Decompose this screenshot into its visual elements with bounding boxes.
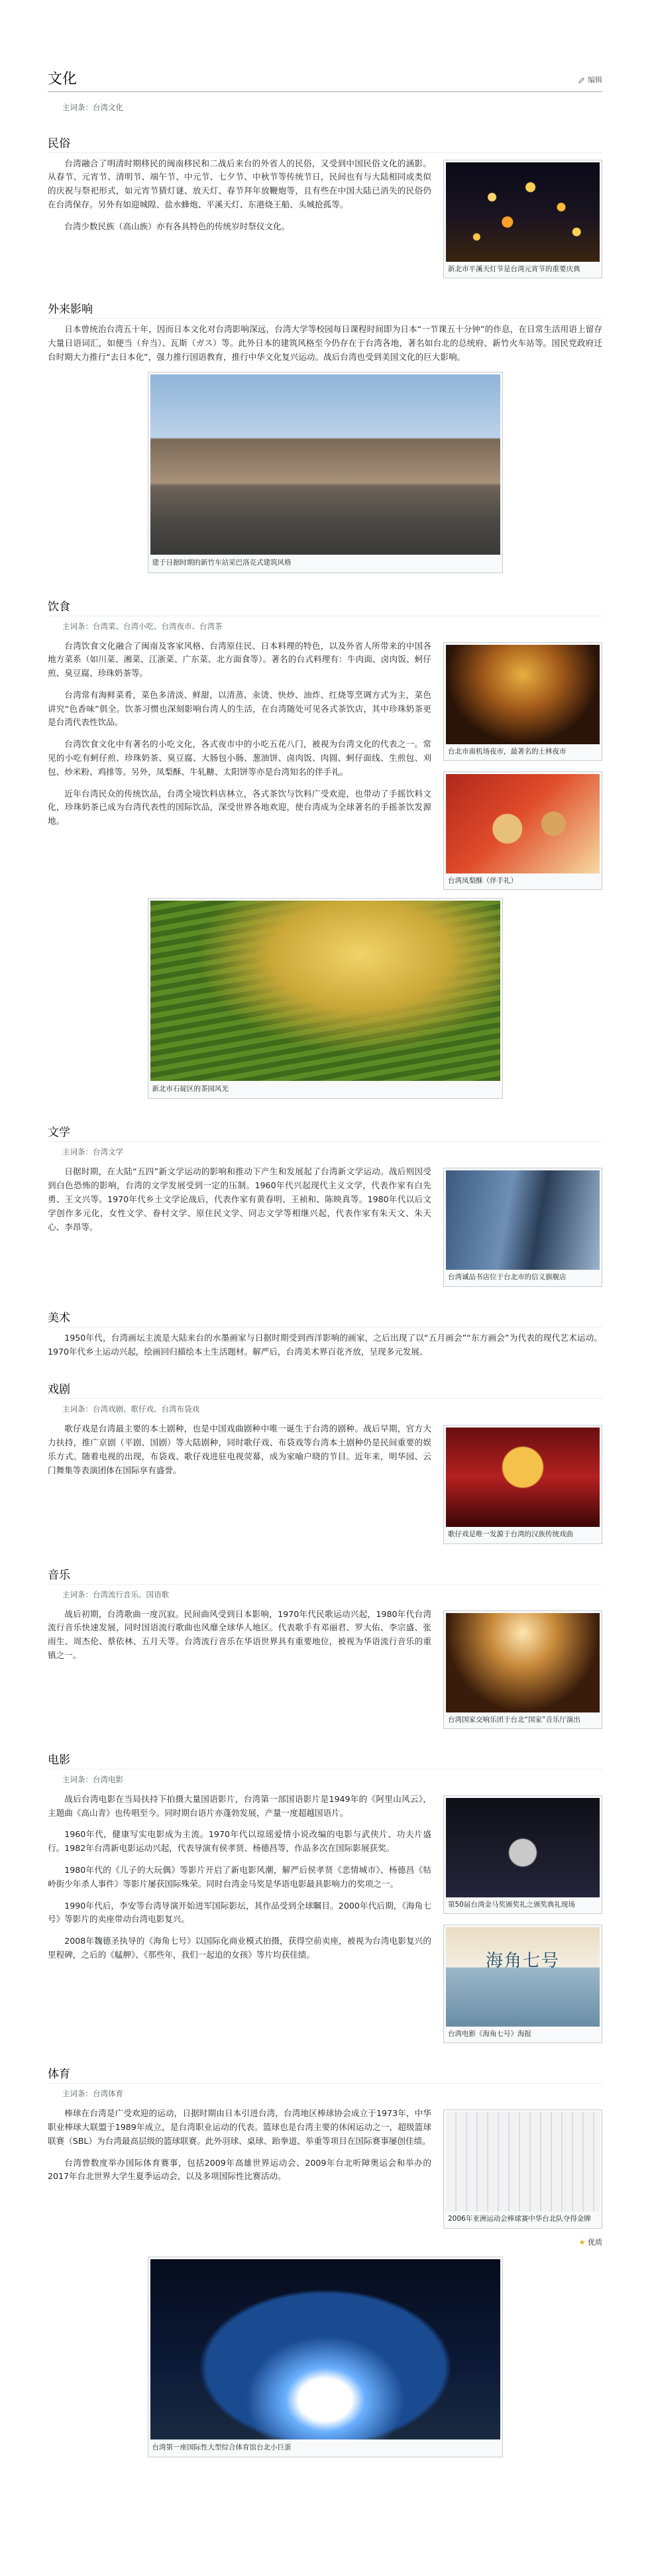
thumb-station[interactable] <box>148 372 503 573</box>
section-folk <box>48 121 602 286</box>
image-concert-hall[interactable] <box>446 1613 600 1712</box>
image-night-market[interactable] <box>446 645 600 744</box>
paragraph: 1980年代的《儿子的大玩偶》等影片开启了新电影风潮，解严后侯孝贤《悲情城市》、杨德昌《牯岭街少年杀人事件》等影片屡获国际殊荣。同时台湾金马奖是华语电影最具影响力的奖项之一。 <box>48 1864 431 1889</box>
paragraph: 2008年魏德圣执导的《海角七号》以国际化商业模式拍摄，获得空前卖座，被视为台湾电影复兴的里程碑，之后的《艋舺》、《那些年，我们一起追的女孩》等片均获佳绩。 <box>48 1936 431 1960</box>
caption-poster: 台湾电影《海角七号》海报 <box>448 2030 531 2039</box>
paragraph: 台湾饮食文化中有著名的小吃文化，各式夜市中的小吃五花八门，被视为台湾文化的代表之一。常见的小吃有蚵仔煎、珍珠奶茶、臭豆腐、大肠包小肠、葱油饼、卤肉饭、肉圆、蚵仔面线、生煎包、刈包、炒米粉、鸡排等。另外，凤梨酥、牛轧糖、太阳饼等亦是台湾知名的伴手礼。 <box>48 739 431 777</box>
section-literature <box>48 1109 602 1294</box>
paragraph: 台湾常有海鲜菜肴，菜色多清淡、鲜甜，以清蒸、汆烫、快炒、油炸、红烧等烹调方式为主，菜色讲究“色香味”俱全。饮茶习惯也深刻影响台湾人的生活，在台湾随处可见各式茶饮店，其中珍珠奶茶更是台湾代表性饮品。 <box>48 689 431 728</box>
caption-station: 建于日据时期的新竹车站采巴洛克式建筑风格 <box>152 559 292 567</box>
caption-opera: 歌仔戏是唯一发源于台湾的汉族传统戏曲 <box>448 1530 573 1539</box>
featured-badge[interactable] <box>48 2237 602 2249</box>
section-title-food: 饮食 <box>48 600 602 616</box>
thumb-baseball[interactable] <box>443 2109 602 2228</box>
thumb-lantern[interactable] <box>443 160 602 278</box>
paragraph: 日本曾统治台湾五十年，因而日本文化对台湾影响深远，台湾大学等校园每日课程时间即为日本“一节课五十分钟”的作息，在日常生活用语上留存大量日语词汇，如便当（弁当）、瓦斯（ガス）等。此外日本的建筑风格至今仍存在于台湾各地，著名如台北的总统府、新竹火车站等。国民党政府迁台时期大力推行“去日本化”，强力推行国语教育，推行中华文化复兴运动。战后台湾也受到美国文化的巨大影响。 <box>48 323 602 362</box>
caption-golden-horse: 第50届台湾金马奖颁奖礼之颁奖典礼现场 <box>448 1900 575 1909</box>
image-taipei-arena[interactable] <box>150 2259 500 2439</box>
section-title-film: 电影 <box>48 1753 602 1769</box>
paragraph: 歌仔戏是台湾最主要的本土剧种，也是中国戏曲剧种中唯一诞生于台湾的剧种。战后早期，官方大力扶持，推广京剧（平剧、国剧）等大陆剧种，同时歌仔戏、布袋戏等台湾本土剧种仍是民间重要的娱乐方式。随着电视的出现，布袋戏、歌仔戏进驻电视荧幕，成为家喻户晓的节目。近年来，明华园、云门舞集等表演团体在国际享有盛誉。 <box>48 1424 431 1475</box>
section-film <box>48 1737 602 2052</box>
thumb-tea[interactable] <box>148 898 503 1099</box>
image-golden-horse[interactable] <box>446 1798 600 1897</box>
caption-lantern: 新北市平溪天灯节是台湾元宵节的重要庆典 <box>448 264 580 273</box>
caption-baseball: 2006年亚洲运动会棒球赛中华台北队夺得金牌 <box>448 2215 591 2223</box>
section-title-sports: 体育 <box>48 2067 602 2084</box>
section-sports <box>48 2051 602 2468</box>
paragraph: 近年台湾民众的传统饮品，台湾全境饮料店林立，各式茶饮与饮料广受欢迎，也带动了手摇饮料文化，珍珠奶茶已成为台湾代表性的国际饮品，深受世界各地欢迎，使台湾成为全球著名的手摇茶饮发源地。 <box>48 788 431 826</box>
section-title-literature: 文学 <box>48 1125 602 1142</box>
thumb-opera[interactable] <box>443 1425 602 1543</box>
thumb-night-market[interactable] <box>443 642 602 761</box>
caption-night-market: 台北市南机场夜市，最著名的士林夜市 <box>448 747 567 756</box>
paragraph: 台湾曾数度举办国际体育赛事，包括2009年高雄世界运动会、2009年台北听障奥运会和举办的2017年台北世界大学生夏季运动会，以及多项国际性比赛活动。 <box>48 2157 431 2182</box>
pencil-icon <box>578 77 585 84</box>
caption-arena: 台湾第一座国际性大型综合体育馆台北小巨蛋 <box>152 2443 292 2451</box>
paragraph: 1990年代后，李安等台湾导演开始进军国际影坛，其作品受到全球瞩目。2000年代后期，《海角七号》等影片的卖座带动台湾电影复兴。 <box>48 1900 431 1925</box>
paragraph: 日据时期，在大陆“五四”新文学运动的影响和推动下产生和发展起了台湾新文学运动。战后则因受到白色恐怖的影响，台湾的文学发展受到一定的压制。1960年代兴起现代主义文学，代表作家有白先勇、王文兴等。1970年代乡土文学论战后，代表作家有黄春明、王祯和、陈映真等。1980年代以后文学创作多元化，女性文学、眷村文学、原住民文学、同志文学等相继兴起，代表作家有朱天文、朱天心、李昂等。 <box>48 1166 431 1232</box>
hatnote-food: 主词条：台湾菜、台湾小吃、台湾夜市、台湾茶 <box>62 621 223 631</box>
image-baseball-team[interactable] <box>446 2112 600 2212</box>
caption-tea: 新北市石碇区的茶园风光 <box>152 1085 229 1093</box>
edit-label: 编辑 <box>588 76 602 85</box>
thumb-poster[interactable] <box>443 1925 602 2043</box>
section-opera <box>48 1367 602 1551</box>
featured-label: 优质 <box>588 2237 602 2247</box>
image-hsinchu-station[interactable] <box>150 374 500 555</box>
poster-title: 海角七号 <box>485 1951 560 1972</box>
image-lantern-festival[interactable] <box>446 162 600 262</box>
caption-concert: 台湾国家交响乐团于台北“国家”音乐厅演出 <box>448 1715 580 1724</box>
hatnote-literature: 主词条：台湾文学 <box>62 1147 123 1157</box>
image-bookstore[interactable] <box>446 1170 600 1270</box>
caption-bookstore: 台湾诚品书店位于台北市的信义旗舰店 <box>448 1273 567 1282</box>
page-title: 文化 <box>48 71 78 87</box>
section-title-foreign: 外来影响 <box>48 302 602 319</box>
paragraph: 台湾饮食文化融合了闽南及客家风格、台湾原住民、日本料理的特色，以及外省人所带来的中国各地方菜系（如川菜、湘菜、江浙菜、广东菜、北方面食等）。著名的台式料理有：牛肉面、卤肉饭、蚵仔煎、臭豆腐、珍珠奶茶等。 <box>48 640 431 679</box>
section-heading-culture <box>48 70 602 92</box>
thumb-arena[interactable] <box>148 2257 503 2457</box>
thumb-pineapple-cake[interactable] <box>443 771 602 890</box>
section-art <box>48 1295 602 1367</box>
thumb-bookstore[interactable] <box>443 1168 602 1286</box>
section-title-art: 美术 <box>48 1311 602 1327</box>
section-food <box>48 584 602 1110</box>
section-foreign <box>48 286 602 584</box>
paragraph: 1960年代，健康写实电影成为主流。1970年代以琼瑶爱情小说改编的电影与武侠片、功夫片盛行。1982年台湾新电影运动兴起，代表导演有侯孝贤、杨德昌等，作品多次在国际影展获奖。 <box>48 1829 431 1854</box>
hatnote-culture: 主词条：台湾文化 <box>62 102 123 112</box>
paragraph: 棒球在台湾是广受欢迎的运动，日据时期由日本引进台湾，台湾地区棒球协会成立于1973年，中华职业棒球大联盟于1989年成立，是台湾职业运动的代表。篮球也是台湾主要的休闲运动之一，超级篮球联赛（SBL）为台湾最高层级的篮球联赛。此外羽球、桌球、跆拳道、举重等项目在国际赛事屡创佳绩。 <box>48 2108 431 2146</box>
thumb-concert[interactable] <box>443 1610 602 1729</box>
section-title-opera: 戏剧 <box>48 1382 602 1399</box>
hatnote-film: 主词条：台湾电影 <box>62 1774 123 1784</box>
paragraph: 1950年代，台湾画坛主流是大陆来台的水墨画家与日据时期受到西洋影响的画家，之后出现了以“五月画会”“东方画会”为代表的现代艺术运动。1970年代乡土运动兴起，绘画回归描绘本土生活题材。解严后，台湾美术界百花齐放，呈现多元发展。 <box>48 1332 602 1357</box>
paragraph: 台湾少数民族（高山族）亦有各具特色的传统岁时祭仪文化。 <box>64 221 290 231</box>
hatnote-opera: 主词条：台湾戏剧、歌仔戏、台湾布袋戏 <box>62 1404 199 1414</box>
image-film-poster[interactable] <box>446 1927 600 2027</box>
edit-link[interactable] <box>578 74 602 86</box>
section-title-music: 音乐 <box>48 1568 602 1585</box>
section-music <box>48 1552 602 1737</box>
star-icon: ★ <box>578 2237 586 2247</box>
hatnote-sports: 主词条：台湾体育 <box>62 2089 123 2099</box>
hatnote-music: 主词条：台湾流行音乐、国语歌 <box>62 1589 169 1599</box>
image-pineapple-cake[interactable] <box>446 774 600 873</box>
section-title-folk: 民俗 <box>48 137 602 153</box>
paragraph: 台湾融合了明清时期移民的闽南移民和二战后来台的外省人的民俗，又受到中国民俗文化的涵影。从春节、元宵节、清明节、端午节、中元节、七夕节、中秋节等传统节日，民间也有与大陆相同或类似的庆祝与祭祀形式，如元宵节猜灯谜、放天灯、春节拜年放鞭炮等，且有些在中国大陆已消失的民俗仍在台湾保存。另外有如迎城隍、盐水蜂炮、平溪天灯、东港烧王船、头城抢孤等。 <box>48 158 431 209</box>
caption-pineapple-cake: 台湾凤梨酥（伴手礼） <box>448 876 517 885</box>
image-taiwanese-opera[interactable] <box>446 1428 600 1527</box>
thumb-golden-horse[interactable] <box>443 1795 602 1914</box>
paragraph: 战后初期，台湾歌曲一度沉寂。民间曲风受到日本影响，1970年代民歌运动兴起，1980年代台湾流行音乐快速发展，同时国语流行歌曲也风靡全球华人地区。代表歌手有邓丽君、罗大佑、李宗盛、张雨生、周杰伦、蔡依林、五月天等。台湾流行音乐在华语世界具有重要地位，被视为华语流行音乐的重镇之一。 <box>48 1608 431 1660</box>
image-tea-plantation[interactable] <box>150 901 500 1081</box>
paragraph: 战后台湾电影在当局扶持下拍摄大量国语影片，台湾第一部国语影片是1949年的《阿里山风云》，主题曲《高山青》也传唱至今。同时期台语片亦蓬勃发展，产量一度超越国语片。 <box>48 1793 431 1818</box>
